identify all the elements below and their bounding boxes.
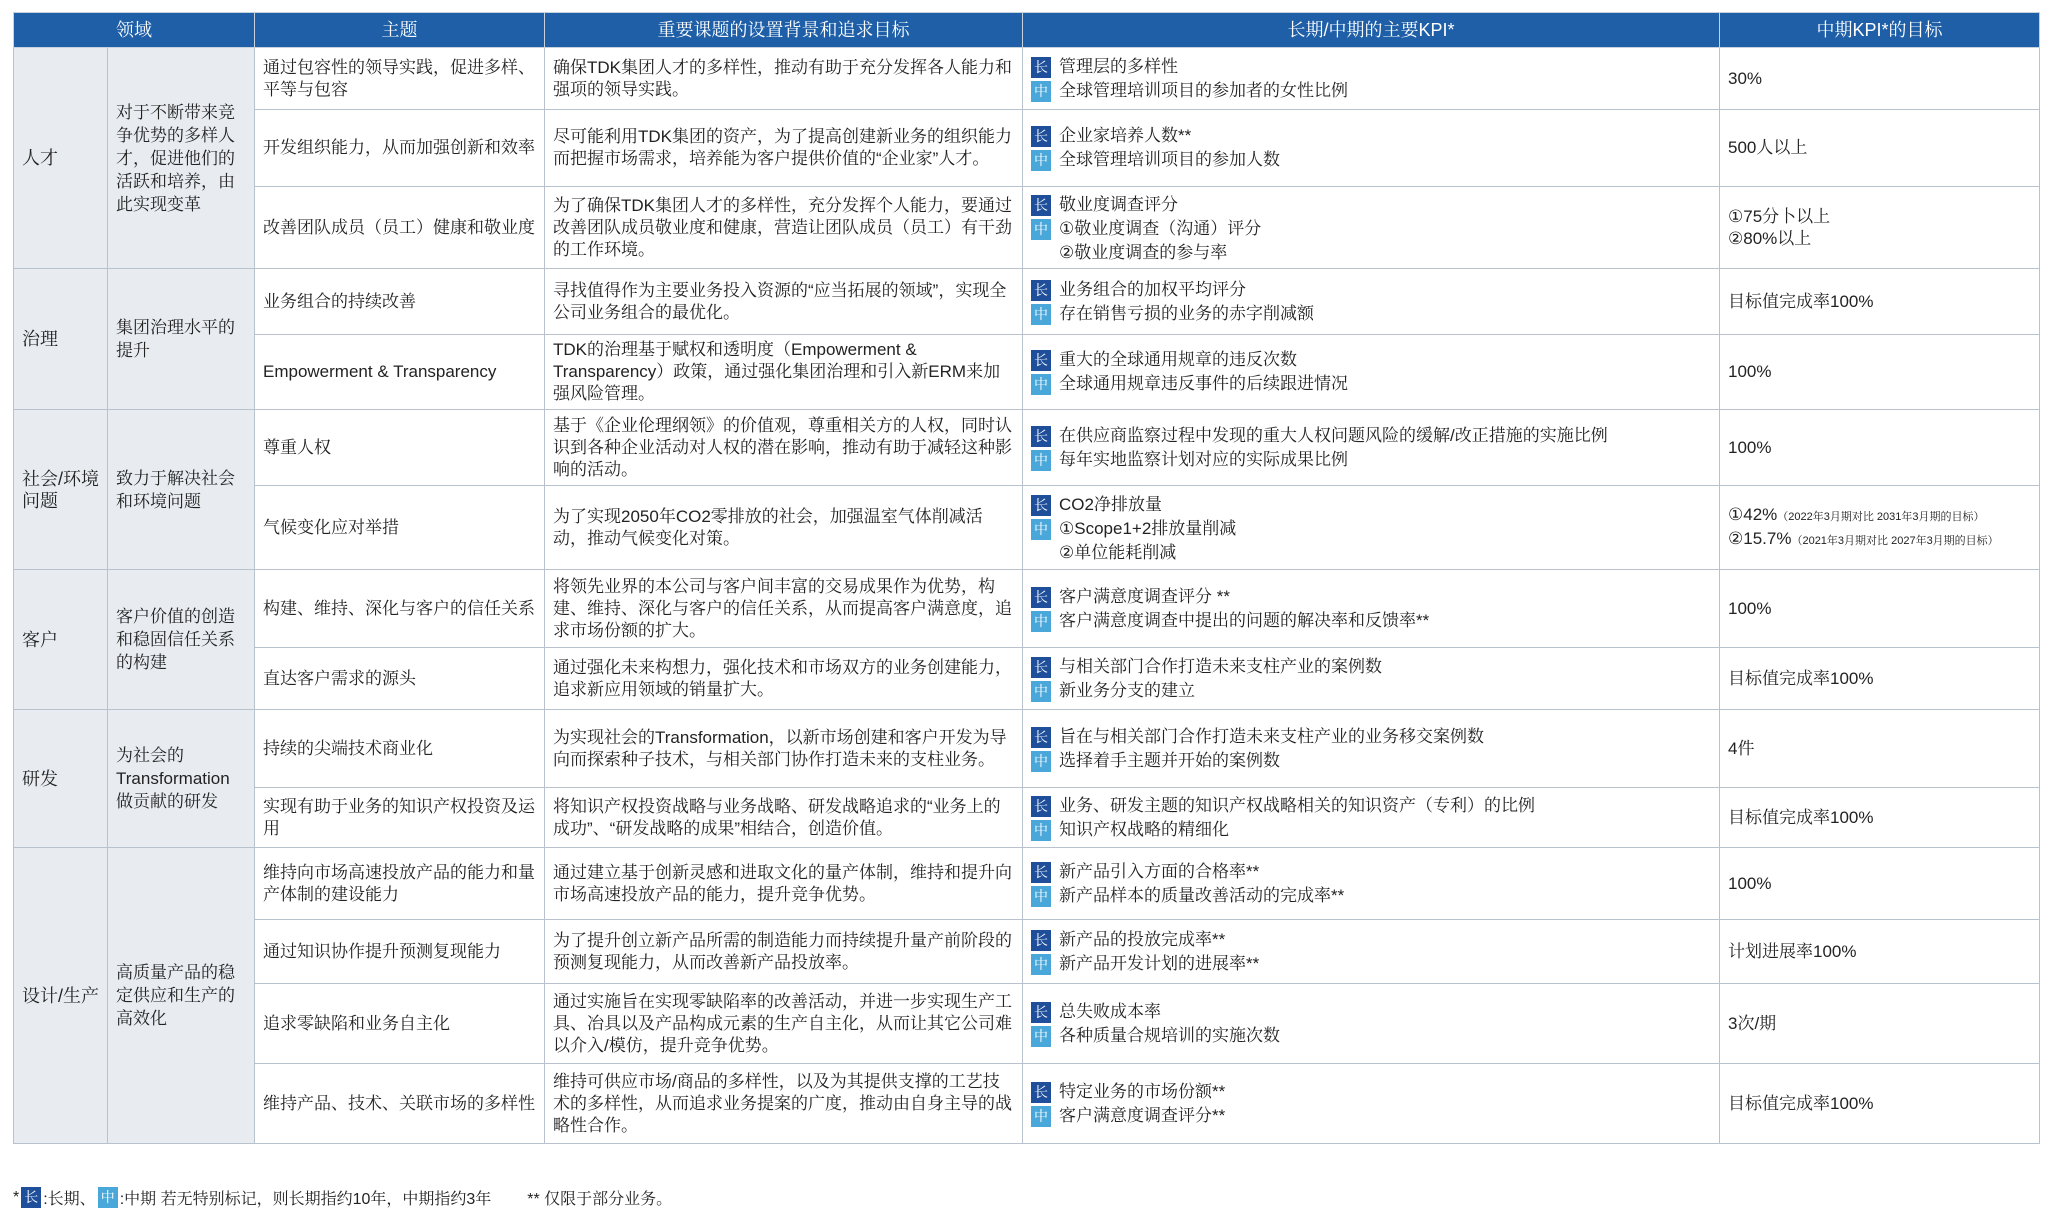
kpi-text: 客户满意度调查评分** xyxy=(1059,1105,1226,1125)
target-cell xyxy=(1720,710,2040,788)
kpi-cell xyxy=(1023,110,1720,187)
topic-cell: 实现有助于业务的知识产权投资及运用 xyxy=(255,788,545,848)
mid-term-badge: 中 xyxy=(1031,81,1051,102)
topic-cell: 维持产品、技术、关联市场的多样性 xyxy=(255,1064,545,1144)
topic-cell: 通过包容性的领导实践，促进多样、平等与包容 xyxy=(255,48,545,110)
target-cell xyxy=(1720,110,2040,187)
kpi-line xyxy=(1031,518,1711,540)
target-cell xyxy=(1720,335,2040,410)
kpi-text: 管理层的多样性 xyxy=(1059,56,1178,76)
header-kpi: 长期/中期的主要KPI* xyxy=(1023,13,1720,48)
kpi-cell xyxy=(1023,410,1720,486)
kpi-text: 业务组合的加权平均评分 xyxy=(1059,279,1246,299)
target-cell xyxy=(1720,410,2040,486)
kpi-text: 存在销售亏损的业务的赤字削减额 xyxy=(1059,303,1314,323)
long-term-badge: 长 xyxy=(1031,195,1051,216)
long-term-badge: 长 xyxy=(1031,126,1051,147)
target-cell xyxy=(1720,269,2040,335)
kpi-cell xyxy=(1023,648,1720,710)
kpi-line xyxy=(1031,449,1711,471)
header-area: 领域 xyxy=(14,13,255,48)
background-cell: 为实现社会的Transformation，以新市场创建和客户开发为导向而探索种子技术，与相关部门协作打造未来的支柱业务。 xyxy=(545,710,1023,788)
kpi-cell xyxy=(1023,486,1720,570)
kpi-text: 总失败成本率 xyxy=(1059,1001,1161,1021)
mid-term-badge: 中 xyxy=(98,1187,118,1208)
table-header-row xyxy=(14,13,2040,48)
table-row xyxy=(14,486,2040,570)
kpi-line xyxy=(1031,680,1711,702)
kpi-text: 全球管理培训项目的参加人数 xyxy=(1059,150,1280,169)
long-term-badge: 长 xyxy=(1031,1082,1051,1103)
kpi-text: 知识产权战略的精细化 xyxy=(1059,819,1229,839)
target-cell xyxy=(1720,48,2040,110)
table-row xyxy=(14,648,2040,710)
kpi-line xyxy=(1031,303,1711,325)
background-cell: 基于《企业伦理纲领》的价值观，尊重相关方的人权，同时认识到各种企业活动对人权的潜在影响，推动有助于减轻这种影响的活动。 xyxy=(545,410,1023,486)
kpi-line xyxy=(1031,279,1711,301)
kpi-text: 新产品样本的质量改善活动的完成率** xyxy=(1059,885,1345,905)
footnote-mid-label: :中期 若无特别标记，则长期指约10年，中期指约3年 xyxy=(119,1191,492,1208)
kpi-table-container xyxy=(13,12,2039,1144)
mid-term-badge: 中 xyxy=(1031,611,1051,632)
kpi-text: 特定业务的市场份额** xyxy=(1059,1081,1226,1101)
topic-cell: 维持向市场高速投放产品的能力和量产体制的建设能力 xyxy=(255,848,545,920)
table-row xyxy=(14,710,2040,788)
header-target: 中期KPI*的目标 xyxy=(1720,13,2040,48)
area-description-cell: 集团治理水平的提升 xyxy=(108,269,255,410)
target-value: 100% xyxy=(1728,362,1772,381)
footnote-partial-note: ** 仅限于部分业务。 xyxy=(527,1191,673,1208)
kpi-line xyxy=(1031,373,1711,395)
kpi-line xyxy=(1031,1105,1711,1127)
long-term-badge: 长 xyxy=(1031,495,1051,516)
topic-cell: 业务组合的持续改善 xyxy=(255,269,545,335)
kpi-line xyxy=(1031,656,1711,678)
mid-term-badge: 中 xyxy=(1031,681,1051,702)
topic-cell: 尊重人权 xyxy=(255,410,545,486)
kpi-line xyxy=(1031,194,1711,216)
long-term-badge: 长 xyxy=(21,1187,41,1208)
table-row xyxy=(14,110,2040,187)
target-cell xyxy=(1720,486,2040,570)
target-value: ②80%以上 xyxy=(1728,228,1812,248)
background-cell: 确保TDK集团人才的多样性，推动有助于充分发挥各人能力和强项的领导实践。 xyxy=(545,48,1023,110)
footnote xyxy=(13,1186,672,1209)
kpi-line xyxy=(1031,929,1711,951)
kpi-text: 每年实地监察计划对应的实际成果比例 xyxy=(1059,449,1348,469)
kpi-text: 新产品开发计划的进展率** xyxy=(1059,953,1260,973)
kpi-cell xyxy=(1023,710,1720,788)
mid-term-badge: 中 xyxy=(1031,150,1051,171)
header-topic: 主题 xyxy=(255,13,545,48)
kpi-line xyxy=(1031,953,1711,975)
table-row xyxy=(14,848,2040,920)
target-value: ①75分卜以上 xyxy=(1728,206,1831,226)
mid-term-badge: 中 xyxy=(1031,954,1051,975)
target-note: （2022年3月期对比 2031年3月期的目标） xyxy=(1777,510,1985,523)
target-note: （2021年3月期对比 2027年3月期的目标） xyxy=(1791,534,1999,547)
area-description-cell: 致力于解决社会和环境问题 xyxy=(108,410,255,570)
target-value: 100% xyxy=(1728,598,1772,618)
kpi-line xyxy=(1031,218,1711,240)
area-cell: 人才 xyxy=(14,48,108,269)
kpi-line xyxy=(1031,494,1711,516)
kpi-text: 全球通用规章违反事件的后续跟进情况 xyxy=(1059,374,1348,393)
area-description-cell: 对于不断带来竞争优势的多样人才，促进他们的活跃和培养，由此实现变革 xyxy=(108,48,255,269)
target-cell xyxy=(1720,788,2040,848)
target-cell xyxy=(1720,920,2040,984)
kpi-line xyxy=(1031,56,1711,78)
kpi-text: ②敬业度调查的参与率 xyxy=(1059,242,1228,262)
table-row xyxy=(14,48,2040,110)
target-cell xyxy=(1720,648,2040,710)
target-value: 100% xyxy=(1728,873,1772,893)
mid-term-badge: 中 xyxy=(1031,1026,1051,1047)
mid-term-badge: 中 xyxy=(1031,820,1051,841)
target-value: 30% xyxy=(1728,68,1763,88)
kpi-text: 与相关部门合作打造未来支柱产业的案例数 xyxy=(1059,656,1382,676)
kpi-line xyxy=(1031,149,1711,171)
background-cell: 将领先业界的本公司与客户间丰富的交易成果作为优势，构建、维持、深化与客户的信任关系，从而提高客户满意度，追求市场份额的扩大。 xyxy=(545,570,1023,648)
long-term-badge: 长 xyxy=(1031,1002,1051,1023)
topic-cell: 气候变化应对举措 xyxy=(255,486,545,570)
topic-cell: 直达客户需求的源头 xyxy=(255,648,545,710)
background-cell: TDK的治理基于赋权和透明度（Empowerment & Transparency）政策，通过强化集团治理和引入新ERM来加强风险管理。 xyxy=(545,335,1023,410)
area-cell: 研发 xyxy=(14,710,108,848)
kpi-text: 敬业度调查评分 xyxy=(1059,194,1178,214)
kpi-line xyxy=(1031,750,1711,772)
area-description-cell: 为社会的Transformation做贡献的研发 xyxy=(108,710,255,848)
kpi-line xyxy=(1031,1001,1711,1023)
target-value: 目标值完成率100% xyxy=(1728,1093,1874,1113)
topic-cell: 追求零缺陷和业务自主化 xyxy=(255,984,545,1064)
kpi-cell xyxy=(1023,269,1720,335)
kpi-line xyxy=(1031,125,1711,147)
long-term-badge: 长 xyxy=(1031,57,1051,78)
kpi-text: 企业家培养人数** xyxy=(1059,126,1192,145)
target-value: 目标值完成率100% xyxy=(1728,668,1874,688)
table-row xyxy=(14,269,2040,335)
kpi-text: 客户满意度调查中提出的问题的解决率和反馈率** xyxy=(1059,610,1430,630)
table-row xyxy=(14,1064,2040,1144)
background-cell: 为了实现2050年CO2零排放的社会，加强温室气体削减活动，推动气候变化对策。 xyxy=(545,486,1023,570)
target-cell xyxy=(1720,570,2040,648)
background-cell: 为了提升创立新产品所需的制造能力而持续提升量产前阶段的预测复现能力，从而改善新产品投放率。 xyxy=(545,920,1023,984)
kpi-text: ①敬业度调查（沟通）评分 xyxy=(1059,218,1262,238)
footnote-star: * xyxy=(13,1188,20,1206)
target-line xyxy=(1728,528,2031,552)
long-term-badge: 长 xyxy=(1031,862,1051,883)
background-cell: 为了确保TDK集团人才的多样性，充分发挥个人能力，要通过改善团队成员敬业度和健康，营造让团队成员（员工）有干劲的工作环境。 xyxy=(545,187,1023,269)
kpi-text: 新产品引入方面的合格率** xyxy=(1059,861,1260,881)
footnote-long-label: :长期、 xyxy=(43,1191,96,1208)
target-cell xyxy=(1720,1064,2040,1144)
area-description-cell: 客户价值的创造和稳固信任关系的构建 xyxy=(108,570,255,710)
kpi-cell xyxy=(1023,1064,1720,1144)
mid-term-badge: 中 xyxy=(1031,1106,1051,1127)
kpi-cell xyxy=(1023,570,1720,648)
target-value: 计划进展率100% xyxy=(1728,941,1857,961)
topic-cell: 构建、维持、深化与客户的信任关系 xyxy=(255,570,545,648)
area-cell: 治理 xyxy=(14,269,108,410)
target-value: 100% xyxy=(1728,437,1772,457)
kpi-text: 新业务分支的建立 xyxy=(1059,680,1195,700)
kpi-line xyxy=(1031,349,1711,371)
kpi-line xyxy=(1031,885,1711,907)
kpi-text: 选择着手主题并开始的案例数 xyxy=(1059,750,1280,770)
background-cell: 尽可能利用TDK集团的资产，为了提高创建新业务的组织能力而把握市场需求，培养能为客户提供价值的“企业家”人才。 xyxy=(545,110,1023,187)
long-term-badge: 长 xyxy=(1031,930,1051,951)
background-cell: 维持可供应市场/商品的多样性，以及为其提供支撑的工艺技术的多样性，从而追求业务提案的广度，推动由自身主导的战略性合作。 xyxy=(545,1064,1023,1144)
kpi-line xyxy=(1031,80,1711,102)
long-term-badge: 长 xyxy=(1031,587,1051,608)
long-term-badge: 长 xyxy=(1031,657,1051,678)
target-cell xyxy=(1720,984,2040,1064)
mid-term-badge: 中 xyxy=(1031,519,1051,540)
mid-term-badge: 中 xyxy=(1031,374,1051,395)
target-value: ①42% xyxy=(1728,504,1778,524)
target-cell xyxy=(1720,848,2040,920)
table-body xyxy=(14,48,2040,1144)
kpi-line xyxy=(1031,1081,1711,1103)
kpi-line xyxy=(1031,819,1711,841)
target-value: 目标值完成率100% xyxy=(1728,807,1874,827)
kpi-cell xyxy=(1023,335,1720,410)
kpi-cell xyxy=(1023,920,1720,984)
table-row xyxy=(14,788,2040,848)
background-cell: 通过建立基于创新灵感和进取文化的量产体制，维持和提升向市场高速投放产品的能力，提升竞争优势。 xyxy=(545,848,1023,920)
kpi-text: 旨在与相关部门合作打造未来支柱产业的业务移交案例数 xyxy=(1059,726,1484,746)
kpi-line xyxy=(1031,586,1711,608)
mid-term-badge: 中 xyxy=(1031,751,1051,772)
kpi-cell xyxy=(1023,187,1720,269)
background-cell: 将知识产权投资战略与业务战略、研发战略追求的“业务上的成功”、“研发战略的成果”相结合，创造价值。 xyxy=(545,788,1023,848)
kpi-cell xyxy=(1023,48,1720,110)
mid-term-badge: 中 xyxy=(1031,219,1051,240)
kpi-text: 业务、研发主题的知识产权战略相关的知识资产（专利）的比例 xyxy=(1059,795,1535,815)
area-description-cell: 高质量产品的稳定供应和生产的高效化 xyxy=(108,848,255,1144)
mid-term-badge: 中 xyxy=(1031,886,1051,907)
long-term-badge: 长 xyxy=(1031,796,1051,817)
target-value: ②15.7% xyxy=(1728,528,1792,548)
topic-cell: 开发组织能力，从而加强创新和效率 xyxy=(255,110,545,187)
kpi-text: CO2净排放量 xyxy=(1059,494,1162,514)
long-term-badge: 长 xyxy=(1031,350,1051,371)
area-cell: 设计/生产 xyxy=(14,848,108,1144)
kpi-line xyxy=(1031,242,1711,264)
long-term-badge: 长 xyxy=(1031,280,1051,301)
kpi-text: 客户满意度调查评分 ** xyxy=(1059,586,1230,606)
area-cell: 客户 xyxy=(14,570,108,710)
kpi-text: 全球管理培训项目的参加者的女性比例 xyxy=(1059,80,1348,100)
kpi-line xyxy=(1031,861,1711,883)
kpi-text: 新产品的投放完成率** xyxy=(1059,929,1226,949)
background-cell: 通过实施旨在实现零缺陷率的改善活动，并进一步实现生产工具、冶具以及产品构成元素的生产自主化，从而让其它公司难以介入/模仿，提升竞争优势。 xyxy=(545,984,1023,1064)
kpi-line xyxy=(1031,795,1711,817)
mid-term-badge: 中 xyxy=(1031,450,1051,471)
long-term-badge: 长 xyxy=(1031,426,1051,447)
kpi-text: 重大的全球通用规章的违反次数 xyxy=(1059,350,1297,369)
kpi-text: ②单位能耗削减 xyxy=(1059,542,1177,562)
table-row xyxy=(14,570,2040,648)
table-row xyxy=(14,984,2040,1064)
topic-cell: 通过知识协作提升预测复现能力 xyxy=(255,920,545,984)
target-value: 3次/期 xyxy=(1728,1013,1777,1033)
background-cell: 通过强化未来构想力，强化技术和市场双方的业务创建能力，追求新应用领域的销量扩大。 xyxy=(545,648,1023,710)
target-line xyxy=(1728,504,2031,528)
mid-term-badge: 中 xyxy=(1031,304,1051,325)
target-value: 目标值完成率100% xyxy=(1728,291,1874,311)
table-row xyxy=(14,187,2040,269)
kpi-table xyxy=(13,12,2040,1144)
area-cell: 社会/环境问题 xyxy=(14,410,108,570)
kpi-line xyxy=(1031,425,1711,447)
long-term-badge: 长 xyxy=(1031,727,1051,748)
kpi-line xyxy=(1031,726,1711,748)
target-value: 500人以上 xyxy=(1728,138,1808,157)
background-cell: 寻找值得作为主要业务投入资源的“应当拓展的领域”，实现全公司业务组合的最优化。 xyxy=(545,269,1023,335)
topic-cell: 改善团队成员（员工）健康和敬业度 xyxy=(255,187,545,269)
table-row xyxy=(14,335,2040,410)
topic-cell: 持续的尖端技术商业化 xyxy=(255,710,545,788)
target-cell xyxy=(1720,187,2040,269)
kpi-cell xyxy=(1023,984,1720,1064)
kpi-line xyxy=(1031,1025,1711,1047)
table-row xyxy=(14,410,2040,486)
topic-cell: Empowerment & Transparency xyxy=(255,335,545,410)
header-background: 重要课题的设置背景和追求目标 xyxy=(545,13,1023,48)
kpi-line xyxy=(1031,542,1711,564)
kpi-line xyxy=(1031,610,1711,632)
table-row xyxy=(14,920,2040,984)
kpi-cell xyxy=(1023,788,1720,848)
kpi-text: ①Scope1+2排放量削减 xyxy=(1059,518,1237,538)
kpi-cell xyxy=(1023,848,1720,920)
kpi-text: 各种质量合规培训的实施次数 xyxy=(1059,1025,1280,1045)
kpi-text: 在供应商监察过程中发现的重大人权问题风险的缓解/改正措施的实施比例 xyxy=(1059,425,1608,445)
target-value: 4件 xyxy=(1728,738,1755,758)
